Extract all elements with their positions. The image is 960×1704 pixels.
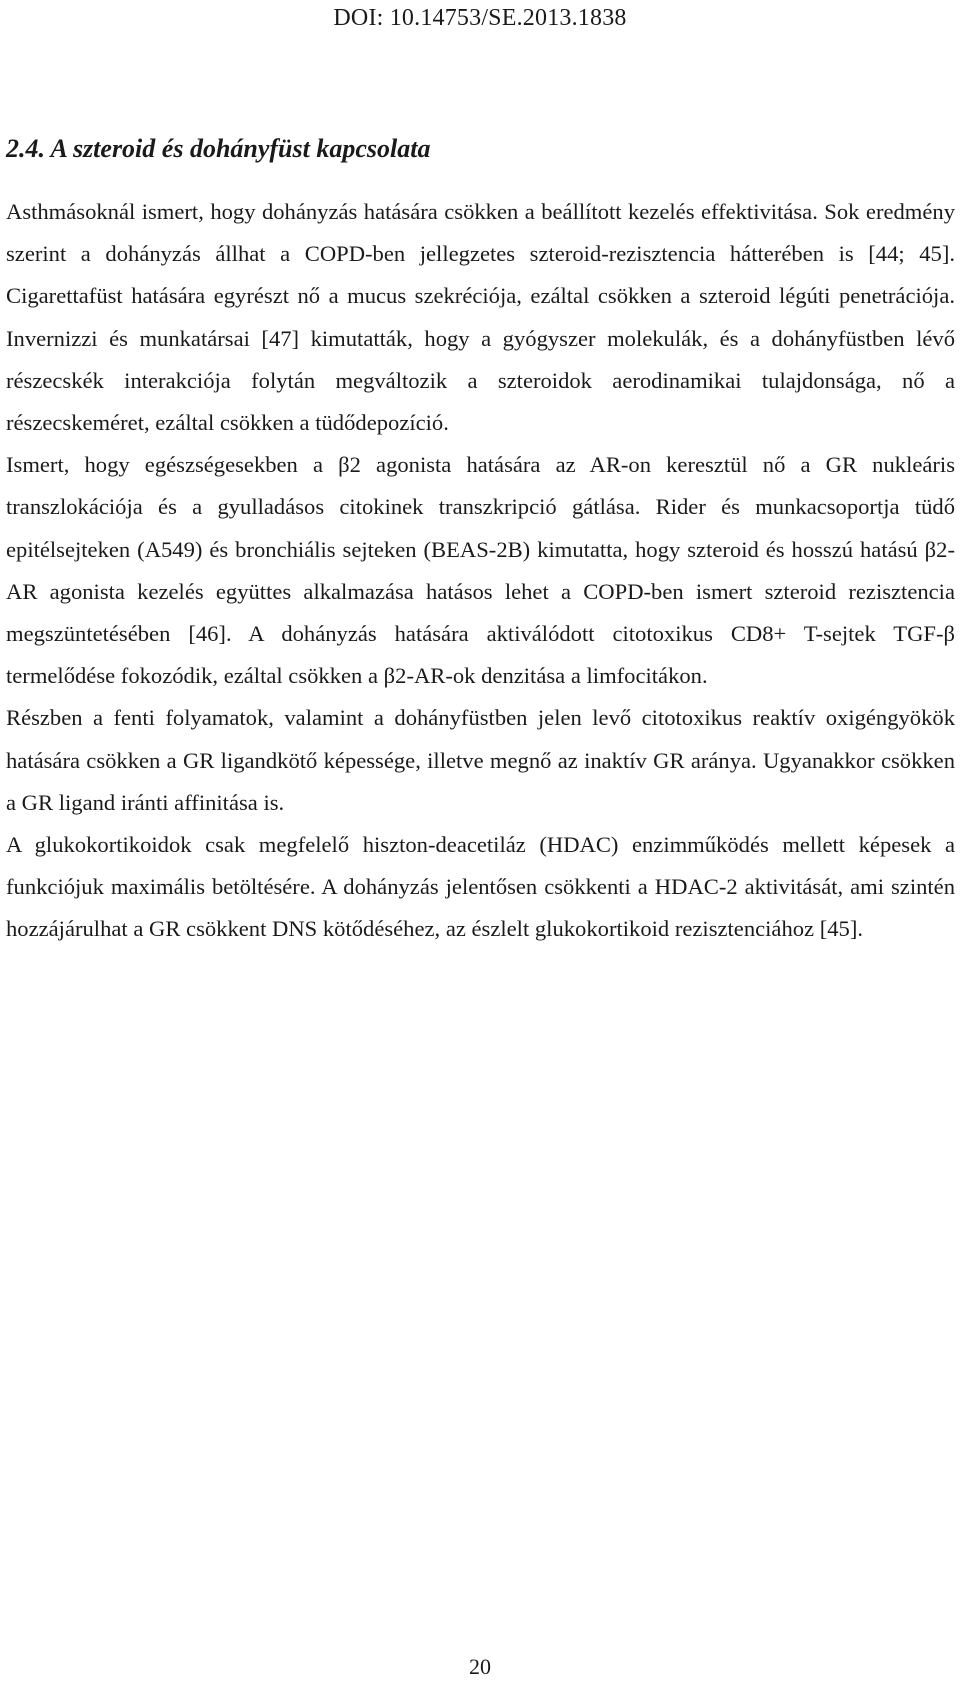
page-number: 20 xyxy=(469,1654,491,1679)
paragraph-2: Ismert, hogy egészségesekben a β2 agonista hatására az AR-on keresztül nő a GR nukleáris transzlokációja és a gyulladásos citokinek transzkripció gátlása. Rider és munkacsoportja tüdő epitélsejteken (A549) és bronchiális sejteken (BEAS-2B) kimutatta, hogy szteroid és hosszú hatású β2-AR agonista kezelés együttes alkalmazása hatásos lehet a COPD-ben ismert szteroid rezisztencia megszüntetésében [46]. A dohányzás hatására aktiválódott citotoxikus CD8+ T-sejtek TGF-β termelődése fokozódik, ezáltal csökken a β2-AR-ok denzitása a limfocitákon. xyxy=(6,452,955,689)
section-body xyxy=(6,191,955,951)
paragraph-4: A glukokortikoidok csak megfelelő hiszton-deacetiláz (HDAC) enzimműködés mellett képesek a funkciójuk maximális betöltésére. A dohányzás jelentősen csökkenti a HDAC-2 aktivitását, ami szintén hozzájárulhat a GR csökkent DNS kötődéséhez, az észlelt glukokortikoid rezisztenciához [45]. xyxy=(6,832,955,942)
paragraph-1: Asthmásoknál ismert, hogy dohányzás hatására csökken a beállított kezelés effektivitása. Sok eredmény szerint a dohányzás állhat a COPD-ben jellegzetes szteroid-rezisztencia hátterében is [44; 45]. Cigarettafüst hatására egyrészt nő a mucus szekréciója, ezáltal csökken a szteroid légúti penetrációja. Invernizzi és munkatársai [47] kimutatták, hogy a gyógyszer molekulák, és a dohányfüstben lévő részecskék interakciója folytán megváltozik a szteroidok aerodinamikai tulajdonsága, nő a részecskeméret, ezáltal csökken a tüdődepozíció. xyxy=(6,199,955,436)
doi-header: DOI: 10.14753/SE.2013.1838 xyxy=(333,5,627,31)
paragraph-3: Részben a fenti folyamatok, valamint a dohányfüstben jelen levő citotoxikus reaktív oxigéngyökök hatására csökken a GR ligandkötő képessége, illetve megnő az inaktív GR aránya. Ugyanakkor csökken a GR ligand iránti affinitása is. xyxy=(6,705,955,815)
section-heading: 2.4. A szteroid és dohányfüst kapcsolata xyxy=(6,134,431,163)
